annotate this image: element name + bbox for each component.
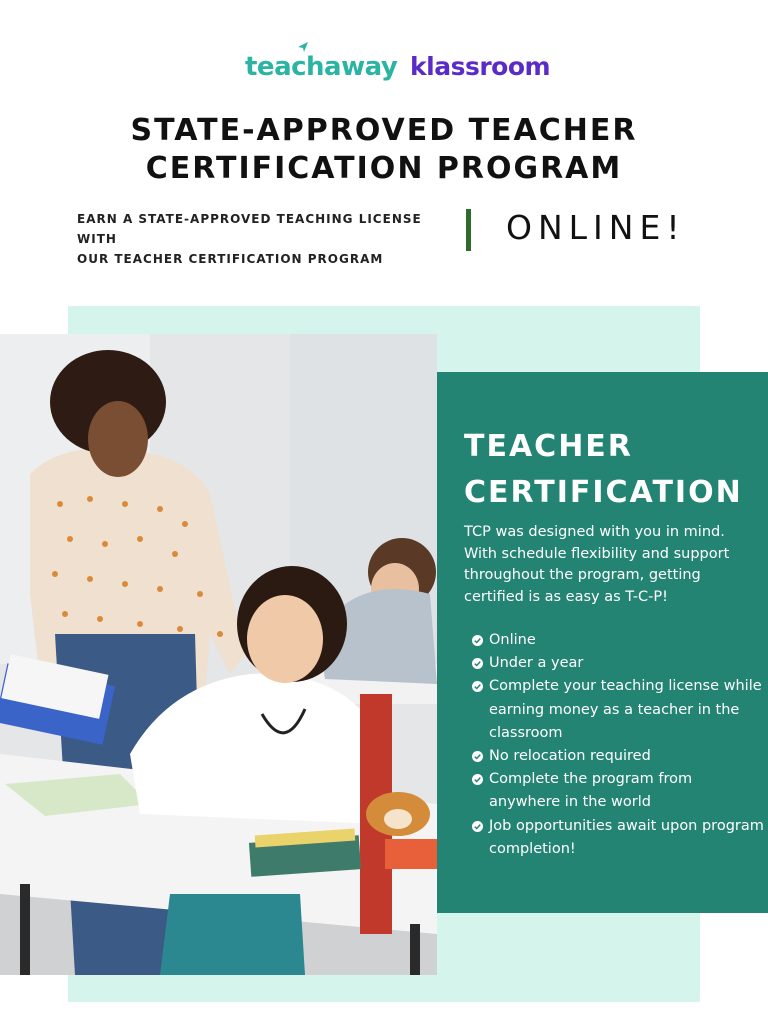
list-item-text: Online [489,632,536,648]
subtitle [77,209,457,269]
list-item [472,629,764,652]
list-item [472,675,764,745]
page-title-line-1: STATE-APPROVED TEACHER [130,113,638,148]
list-item-text: No relocation required [489,748,651,765]
list-item-text: Complete the program from anywhere in the world [489,771,693,811]
logo-row [0,40,768,84]
list-item-text: Complete your teaching license while earning money as a teacher in the classroom [489,678,762,741]
panel-title-line-1: TEACHER [464,429,633,464]
check-circle-icon [472,774,483,785]
certification-panel [437,372,768,913]
klassroom-logo: klassroom [410,52,551,81]
subtitle-line-1: EARN A STATE-APPROVED TEACHING LICENSE WITH [77,212,422,246]
panel-title [464,424,743,516]
teachaway-logo: teachaway [245,52,398,82]
list-item-text: Under a year [489,655,584,672]
list-item-text: Job opportunities await upon program completion! [489,817,764,857]
check-circle-icon [472,681,483,692]
list-item [472,652,764,675]
paper-plane-icon [297,41,309,53]
panel-title-line-2: CERTIFICATION [464,475,743,510]
vertical-divider [466,209,471,251]
list-item [472,768,764,814]
benefits-list [472,629,764,861]
classroom-photo [0,334,437,975]
list-item [472,815,764,861]
list-item [472,745,764,768]
subtitle-line-2: OUR TEACHER CERTIFICATION PROGRAM [77,252,384,266]
check-circle-icon [472,635,483,646]
check-circle-icon [472,821,483,832]
online-headline: ONLINE! [506,208,686,247]
page-title [0,112,768,188]
panel-description: TCP was designed with you in mind. With schedule flexibility and support throughout the program, getting certified is as easy as T-C-P! [464,524,730,605]
check-circle-icon [472,751,483,762]
page-title-line-2: CERTIFICATION PROGRAM [145,151,623,186]
check-circle-icon [472,658,483,669]
